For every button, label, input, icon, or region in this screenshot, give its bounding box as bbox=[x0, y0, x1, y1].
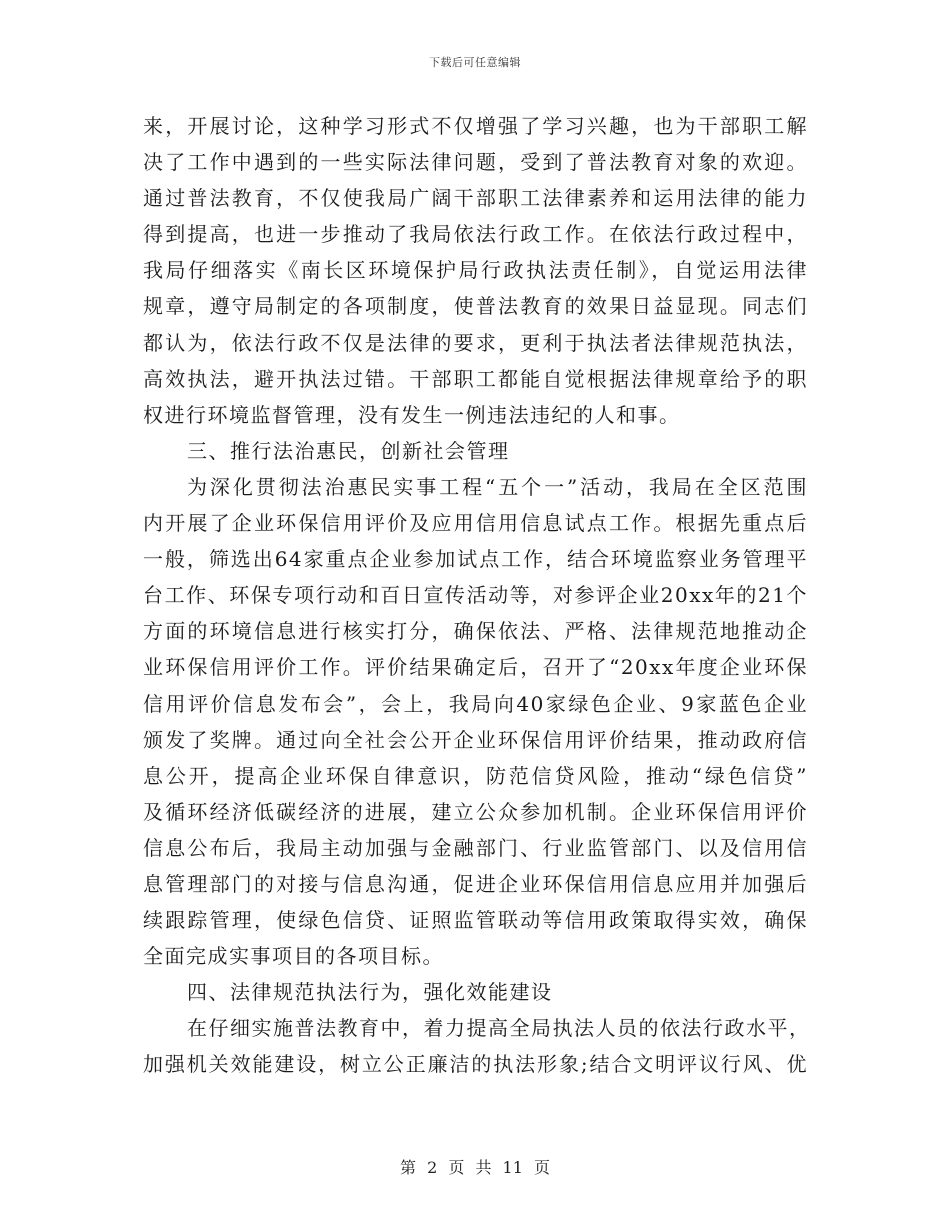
text-line: 加强机关效能建设，树立公正廉洁的执法形象;结合文明评议行风、优 bbox=[143, 1052, 808, 1077]
text-line: 颁发了奖牌。通过向全社会公开企业环保信用评价结果，推动政府信 bbox=[143, 727, 808, 752]
text-line: 内开展了企业环保信用评价及应用信用信息试点工作。根据先重点后 bbox=[143, 511, 808, 536]
text-line: 决了工作中遇到的一些实际法律问题，受到了普法教育对象的欢迎。 bbox=[143, 150, 808, 175]
text-line: 续跟踪管理，使绿色信贷、证照监管联动等信用政策取得实效，确保 bbox=[143, 908, 808, 933]
text-line: 方面的环境信息进行核实打分，确保依法、严格、法律规范地推动企 bbox=[143, 619, 808, 644]
text-line: 高效执法，避开执法过错。干部职工都能自觉根据法律规章给予的职 bbox=[143, 366, 808, 391]
text-line: 来，开展讨论，这种学习形式不仅增强了学习兴趣，也为干部职工解 bbox=[143, 114, 808, 138]
text-line: 业环保信用评价工作。评价结果确定后，召开了“20xx年度企业环保 bbox=[143, 655, 808, 680]
text-line: 信用评价信息发布会”，会上，我局向40家绿色企业、9家蓝色企业 bbox=[143, 691, 808, 716]
text-line: 为深化贯彻法治惠民实事工程“五个一”活动，我局在全区范围 bbox=[187, 474, 808, 499]
text-line: 息管理部门的对接与信息沟通，促进企业环保信用信息应用并加强后 bbox=[143, 871, 808, 896]
text-line: 我局仔细落实《南长区环境保护局行政执法责任制》，自觉运用法律 bbox=[143, 258, 808, 283]
text-line: 一般，筛选出64家重点企业参加试点工作，结合环境监察业务管理平 bbox=[143, 547, 808, 572]
page-header: 下载后可任意编辑 bbox=[429, 56, 521, 69]
section-heading: 三、推行法治惠民，创新社会管理 bbox=[187, 438, 510, 463]
text-line: 都认为，依法行政不仅是法律的要求，更利于执法者法律规范执法， bbox=[143, 330, 808, 355]
text-line: 台工作、环保专项行动和百日宣传活动等，对参评企业20xx年的21个 bbox=[143, 583, 808, 608]
text-line: 信息公布后，我局主动加强与金融部门、行业监管部门、以及信用信 bbox=[143, 835, 808, 860]
text-line: 全面完成实事项目的各项目标。 bbox=[143, 944, 444, 969]
document-body bbox=[143, 108, 811, 1083]
text-line: 息公开，提高企业环保自律意识，防范信贷风险，推动“绿色信贷” bbox=[143, 763, 808, 788]
text-line: 及循环经济低碳经济的进展，建立公众参加机制。企业环保信用评价 bbox=[143, 799, 808, 824]
text-line: 通过普法教育，不仅使我局广阔干部职工法律素养和运用法律的能力 bbox=[143, 186, 808, 211]
text-line: 在仔细实施普法教育中，着力提高全局执法人员的依法行政水平， bbox=[187, 1016, 811, 1041]
text-line: 权进行环境监督管理，没有发生一例违法违纪的人和事。 bbox=[143, 402, 681, 427]
page-footer: 第 2 页 共 11 页 bbox=[400, 1158, 550, 1177]
text-line: 得到提高，也进一步推动了我局依法行政工作。在依法行政过程中， bbox=[143, 222, 808, 247]
text-line: 规章，遵守局制定的各项制度，使普法教育的效果日益显现。同志们 bbox=[143, 294, 808, 319]
section-heading: 四、法律规范执法行为，强化效能建设 bbox=[187, 980, 553, 1005]
